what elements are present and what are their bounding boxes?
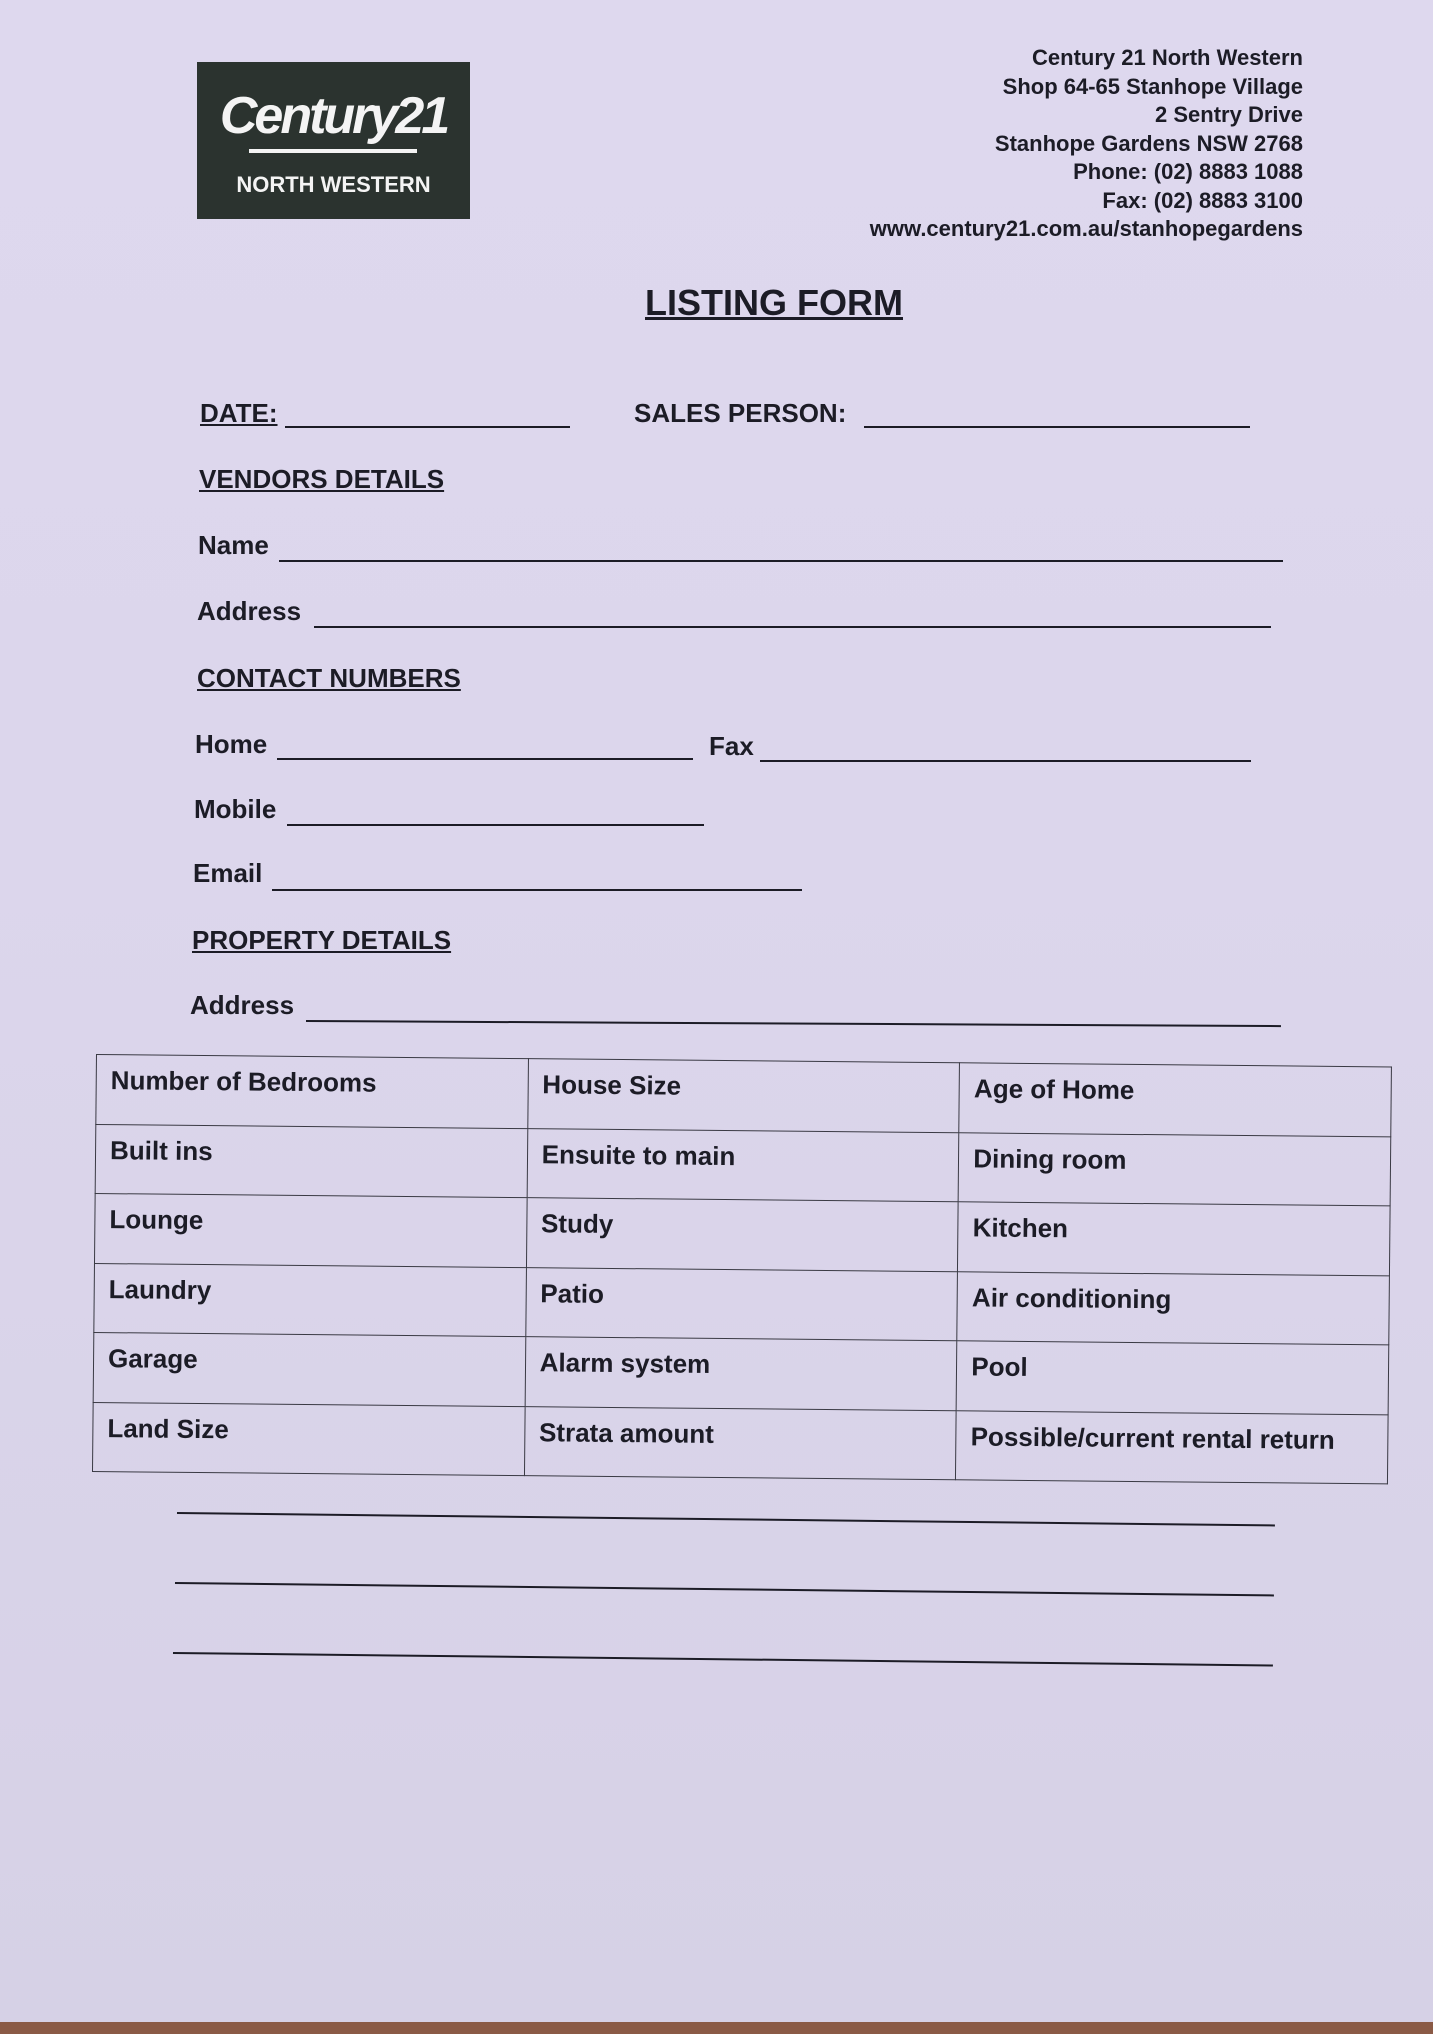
vendor-address-field[interactable] (314, 626, 1271, 628)
vendor-name-field[interactable] (279, 560, 1283, 562)
vendor-address-label: Address (197, 596, 302, 626)
home-label: Home (195, 729, 268, 759)
fax-label: Fax (709, 731, 754, 761)
laundry-cell[interactable]: Laundry (94, 1263, 526, 1337)
built-ins-cell[interactable]: Built ins (95, 1124, 527, 1198)
pool-cell[interactable]: Pool (956, 1341, 1388, 1415)
vendor-name-label: Name (198, 530, 269, 560)
table-row (94, 1193, 1390, 1275)
study-cell[interactable]: Study (526, 1198, 958, 1272)
garage-cell[interactable]: Garage (93, 1332, 525, 1406)
property-heading: PROPERTY DETAILS (192, 925, 452, 955)
sales-person-field[interactable] (864, 426, 1250, 428)
mobile-label: Mobile (194, 794, 277, 824)
office-phone: Phone: (02) 8883 1088 (1073, 159, 1303, 184)
vendors-heading: VENDORS DETAILS (199, 464, 445, 494)
form-title: LISTING FORM (645, 282, 903, 323)
property-features-table (92, 1054, 1392, 1484)
patio-cell[interactable]: Patio (525, 1267, 957, 1341)
logo-brand: Century21 (219, 87, 448, 145)
logo-office: NORTH WESTERN (236, 172, 431, 197)
email-label: Email (193, 858, 263, 888)
office-fax: Fax: (02) 8883 3100 (1102, 187, 1303, 213)
land-size-cell[interactable]: Land Size (92, 1402, 524, 1476)
fax-field[interactable] (760, 760, 1251, 762)
house-size-cell[interactable]: House Size (527, 1059, 959, 1133)
contact-heading: CONTACT NUMBERS (197, 663, 461, 693)
century21-logo (197, 62, 470, 219)
date-label: DATE: (200, 398, 278, 428)
bedrooms-cell[interactable]: Number of Bedrooms (96, 1055, 528, 1129)
kitchen-cell[interactable]: Kitchen (958, 1202, 1390, 1276)
email-field[interactable] (272, 889, 802, 891)
lounge-cell[interactable]: Lounge (94, 1193, 526, 1267)
property-address-field[interactable] (306, 1020, 1281, 1027)
mobile-field[interactable] (287, 824, 704, 826)
alarm-system-cell[interactable]: Alarm system (525, 1337, 957, 1411)
notes-line-1[interactable] (177, 1512, 1275, 1526)
notes-line-3[interactable] (173, 1652, 1273, 1666)
dining-room-cell[interactable]: Dining room (958, 1132, 1390, 1206)
ensuite-cell[interactable]: Ensuite to main (527, 1128, 959, 1202)
sales-person-label: SALES PERSON: (634, 398, 847, 428)
office-website: www.century21.com.au/stanhopegardens (869, 216, 1303, 241)
notes-line-2[interactable] (175, 1582, 1274, 1596)
logo-roof-icon (249, 149, 417, 163)
date-field[interactable] (285, 426, 570, 428)
office-shop: Shop 64-65 Stanhope Village (1002, 73, 1303, 99)
office-suburb: Stanhope Gardens NSW 2768 (994, 130, 1303, 156)
strata-amount-cell[interactable]: Strata amount (524, 1406, 956, 1480)
table-row (95, 1124, 1391, 1206)
office-name: Century 21 North Western (1032, 45, 1303, 70)
age-of-home-cell[interactable]: Age of Home (959, 1063, 1391, 1137)
office-street: 2 Sentry Drive (1155, 102, 1303, 127)
office-details (870, 44, 1303, 244)
property-address-label: Address (190, 990, 295, 1020)
air-conditioning-cell[interactable]: Air conditioning (957, 1271, 1389, 1345)
table-row (92, 1402, 1388, 1484)
table-row (93, 1332, 1389, 1414)
table-row (94, 1263, 1390, 1345)
table-row (96, 1055, 1392, 1137)
home-phone-field[interactable] (277, 758, 693, 760)
rental-return-cell[interactable]: Possible/current rental return (956, 1410, 1388, 1484)
